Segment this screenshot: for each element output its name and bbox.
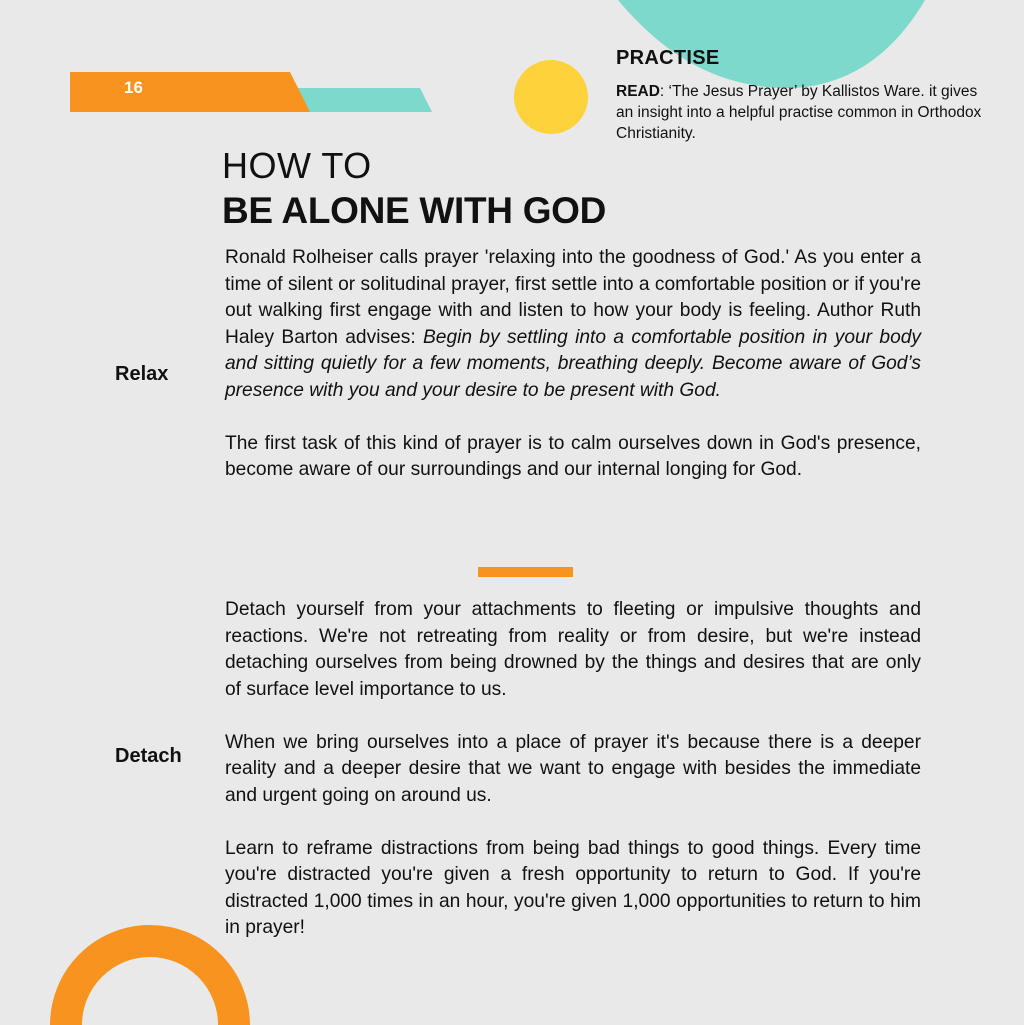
relax-paragraph-2: The first task of this kind of prayer is to calm ourselves down in God's presence, become aware of our surroundings and our internal longing for God. bbox=[225, 432, 921, 480]
detach-paragraph-3: Learn to reframe distractions from being bad things to good things. Every time you're distracted you're given a fresh opportunity to return to God. If you're distracted 1,000 times in an hour, you're given 1,000 opportunities to return to him in prayer! bbox=[225, 837, 921, 938]
read-label: READ bbox=[616, 83, 660, 100]
page-number: 16 bbox=[124, 78, 143, 97]
practise-heading: PRACTISE bbox=[616, 47, 720, 69]
section-divider bbox=[478, 567, 573, 577]
section-label-relax: Relax bbox=[115, 363, 169, 385]
relax-section bbox=[225, 245, 921, 484]
detach-paragraph-1: Detach yourself from your attachments to fleeting or impulsive thoughts and reactions. We're not retreating from reality or from desire, but we're instead detaching ourselves from being drowned by the things and desires that are only of surface level importance to us. bbox=[225, 599, 921, 700]
practise-text bbox=[616, 81, 996, 144]
practise-body: : ‘The Jesus Prayer’ by Kallistos Ware. it gives an insight into a helpful practise common in Orthodox Christianity. bbox=[616, 83, 982, 142]
yellow-circle-decoration bbox=[514, 60, 588, 134]
relax-paragraph-1 bbox=[225, 245, 921, 404]
detach-paragraph-2: When we bring ourselves into a place of prayer it's because there is a deeper reality and a deeper desire that we want to engage with besides the immediate and urgent going on around us. bbox=[225, 731, 921, 806]
page-title: BE ALONE WITH GOD bbox=[222, 190, 607, 231]
detach-section bbox=[225, 597, 921, 942]
title-line-1: HOW TO bbox=[222, 145, 372, 186]
section-label-detach: Detach bbox=[115, 745, 182, 767]
barton-quote: Begin by settling into a comfortable position in your body and sitting quietly for a few moments, breathing deeply. Become aware of God’s presence with you and your desire to be present with God. bbox=[225, 326, 921, 401]
orange-ring-decoration bbox=[50, 925, 250, 1025]
relax-paragraph-1-text: Ronald Rolheiser calls prayer 'relaxing into the goodness of God.' As you enter a time of silent or solitudinal prayer, first settle into a comfortable position or if you're out walking first engage with and listen to how your body is feeling. Author Ruth Haley Barton advises: bbox=[225, 247, 921, 348]
